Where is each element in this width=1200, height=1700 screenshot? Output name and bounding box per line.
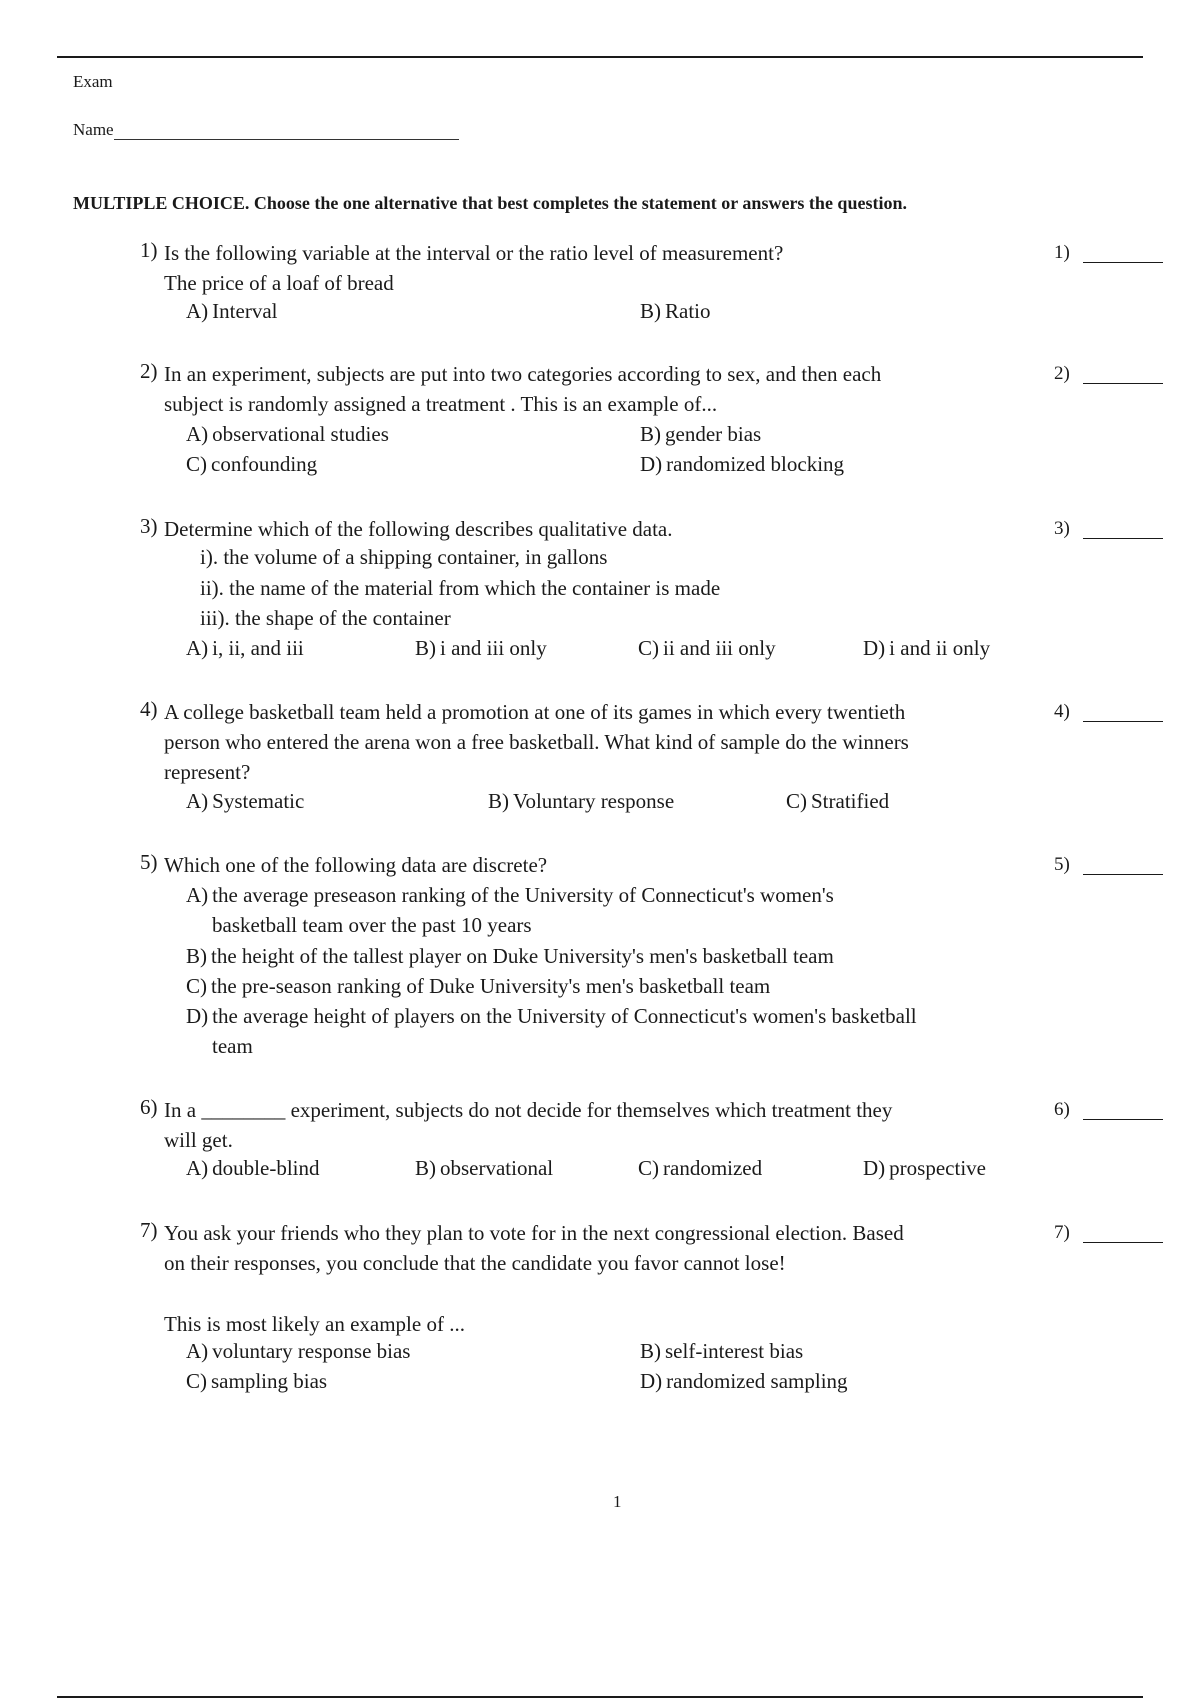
option-a[interactable] bbox=[186, 296, 277, 326]
question-number: 4) bbox=[140, 697, 158, 721]
top-rule bbox=[57, 56, 1143, 58]
option-label: A) bbox=[186, 1156, 209, 1180]
option-label: B) bbox=[415, 636, 436, 660]
option-d[interactable] bbox=[863, 1153, 986, 1183]
option-text: the average preseason ranking of the University of Connecticut's women's bbox=[212, 883, 834, 907]
option-text: randomized blocking bbox=[666, 452, 845, 476]
stem-line: Is the following variable at the interval or the ratio level of measurement? bbox=[164, 241, 784, 265]
answer-blank[interactable] bbox=[1083, 1242, 1163, 1243]
option-text: randomized bbox=[663, 1156, 763, 1180]
option-b[interactable] bbox=[488, 786, 674, 816]
stem-line: on their responses, you conclude that the candidate you favor cannot lose! bbox=[164, 1251, 786, 1275]
option-label: C) bbox=[786, 789, 807, 813]
question-stem bbox=[164, 1095, 1034, 1155]
option-a[interactable] bbox=[186, 786, 304, 816]
option-text: randomized sampling bbox=[666, 1369, 848, 1393]
option-label: D) bbox=[640, 1369, 663, 1393]
roman-item-ii: ii). the name of the material from which the container is made bbox=[200, 576, 721, 600]
answer-number: 6) bbox=[1054, 1099, 1070, 1120]
stem-line: In a ________ experiment, subjects do not decide for themselves which treatment they bbox=[164, 1098, 893, 1122]
answer-number: 1) bbox=[1054, 242, 1070, 263]
option-a[interactable] bbox=[186, 1336, 410, 1366]
option-b[interactable] bbox=[640, 419, 761, 449]
option-label: A) bbox=[186, 1339, 209, 1363]
option-a[interactable] bbox=[186, 633, 304, 663]
stem-line: Which one of the following data are discrete? bbox=[164, 853, 548, 877]
roman-item-i: i). the volume of a shipping container, in gallons bbox=[200, 545, 608, 569]
bottom-rule bbox=[57, 1696, 1143, 1698]
option-label: B) bbox=[640, 422, 661, 446]
option-b[interactable] bbox=[415, 633, 547, 663]
option-a[interactable] bbox=[186, 880, 834, 940]
option-c[interactable] bbox=[186, 1366, 327, 1396]
option-text: sampling bias bbox=[211, 1369, 328, 1393]
option-text: confounding bbox=[211, 452, 318, 476]
exam-label: Exam bbox=[73, 72, 113, 91]
question-stem bbox=[164, 359, 1034, 419]
stem-line: A college basketball team held a promotion at one of its games in which every twentieth bbox=[164, 700, 906, 724]
question-stem bbox=[164, 514, 1034, 544]
option-label: C) bbox=[186, 1369, 207, 1393]
stem-line: You ask your friends who they plan to vote for in the next congressional election. Based bbox=[164, 1221, 904, 1245]
option-label: C) bbox=[186, 452, 207, 476]
question-number: 6) bbox=[140, 1095, 158, 1119]
option-text: gender bias bbox=[665, 422, 762, 446]
option-label: A) bbox=[186, 422, 209, 446]
option-text: Systematic bbox=[212, 789, 305, 813]
option-a[interactable] bbox=[186, 1153, 320, 1183]
stem-line: This is most likely an example of ... bbox=[164, 1312, 465, 1336]
option-text: prospective bbox=[889, 1156, 986, 1180]
answer-blank[interactable] bbox=[1083, 874, 1163, 875]
option-d[interactable] bbox=[640, 1366, 848, 1396]
option-d[interactable] bbox=[640, 449, 844, 479]
answer-blank[interactable] bbox=[1083, 721, 1163, 722]
answer-number: 2) bbox=[1054, 363, 1070, 384]
option-text: the average height of players on the University of Connecticut's women's basketball bbox=[212, 1004, 917, 1028]
answer-number: 5) bbox=[1054, 854, 1070, 875]
option-b[interactable] bbox=[186, 941, 834, 971]
question-number: 3) bbox=[140, 514, 158, 538]
stem-line: person who entered the arena won a free basketball. What kind of sample do the winners bbox=[164, 730, 909, 754]
option-label: A) bbox=[186, 636, 209, 660]
option-text: ii and iii only bbox=[663, 636, 776, 660]
option-label: D) bbox=[863, 636, 886, 660]
roman-item-iii: iii). the shape of the container bbox=[200, 606, 451, 630]
option-label: D) bbox=[186, 1004, 209, 1028]
option-label: B) bbox=[186, 944, 207, 968]
option-text: Stratified bbox=[811, 789, 890, 813]
option-label: B) bbox=[640, 1339, 661, 1363]
option-text: voluntary response bias bbox=[212, 1339, 411, 1363]
answer-blank[interactable] bbox=[1083, 262, 1163, 263]
option-label: C) bbox=[638, 636, 659, 660]
question-number: 1) bbox=[140, 238, 158, 262]
option-d[interactable] bbox=[863, 633, 990, 663]
option-label: B) bbox=[640, 299, 661, 323]
option-text: self-interest bias bbox=[665, 1339, 804, 1363]
answer-number: 7) bbox=[1054, 1222, 1070, 1243]
question-number: 5) bbox=[140, 850, 158, 874]
option-text: observational bbox=[440, 1156, 554, 1180]
option-label: B) bbox=[415, 1156, 436, 1180]
option-text: observational studies bbox=[212, 422, 389, 446]
answer-number: 4) bbox=[1054, 701, 1070, 722]
option-c[interactable] bbox=[638, 633, 776, 663]
stem-line: In an experiment, subjects are put into two categories according to sex, and then each bbox=[164, 362, 882, 386]
option-text: i and ii only bbox=[889, 636, 991, 660]
option-label: A) bbox=[186, 299, 209, 323]
option-c[interactable] bbox=[186, 971, 770, 1001]
question-stem bbox=[164, 850, 1034, 880]
name-label: Name bbox=[73, 120, 114, 139]
option-text: the pre-season ranking of Duke University's men's basketball team bbox=[211, 974, 771, 998]
option-a[interactable] bbox=[186, 419, 389, 449]
option-text: i, ii, and iii bbox=[212, 636, 304, 660]
option-text: Voluntary response bbox=[513, 789, 675, 813]
stem-line: will get. bbox=[164, 1128, 233, 1152]
name-blank-line[interactable] bbox=[114, 121, 459, 140]
option-text-continuation: basketball team over the past 10 years bbox=[212, 913, 532, 937]
option-c[interactable] bbox=[186, 449, 317, 479]
option-text: Interval bbox=[212, 299, 278, 323]
option-label: D) bbox=[863, 1156, 886, 1180]
option-label: B) bbox=[488, 789, 509, 813]
option-c[interactable] bbox=[638, 1153, 762, 1183]
option-b[interactable] bbox=[640, 1336, 803, 1366]
answer-blank[interactable] bbox=[1083, 538, 1163, 539]
option-text: the height of the tallest player on Duke University's men's basketball team bbox=[211, 944, 834, 968]
option-d[interactable] bbox=[186, 1001, 917, 1061]
option-c[interactable] bbox=[786, 786, 889, 816]
option-b[interactable] bbox=[415, 1153, 553, 1183]
option-label: A) bbox=[186, 789, 209, 813]
stem-line: The price of a loaf of bread bbox=[164, 271, 394, 295]
answer-blank[interactable] bbox=[1083, 1119, 1163, 1120]
question-number: 7) bbox=[140, 1218, 158, 1242]
question-number: 2) bbox=[140, 359, 158, 383]
option-text-continuation: team bbox=[212, 1034, 253, 1058]
question-stem bbox=[164, 697, 1034, 787]
option-label: D) bbox=[640, 452, 663, 476]
stem-line: represent? bbox=[164, 760, 251, 784]
answer-number: 3) bbox=[1054, 518, 1070, 539]
instructions: MULTIPLE CHOICE. Choose the one alternative that best completes the statement or answers the question. bbox=[73, 193, 907, 213]
option-label: C) bbox=[186, 974, 207, 998]
option-text: i and iii only bbox=[440, 636, 547, 660]
stem-line: Determine which of the following describes qualitative data. bbox=[164, 517, 673, 541]
name-field[interactable] bbox=[73, 120, 459, 140]
option-b[interactable] bbox=[640, 296, 711, 326]
stem-line: subject is randomly assigned a treatment . This is an example of... bbox=[164, 392, 718, 416]
page-number: 1 bbox=[613, 1492, 622, 1511]
question-stem bbox=[164, 238, 1034, 298]
answer-blank[interactable] bbox=[1083, 383, 1163, 384]
question-stem bbox=[164, 1218, 1034, 1339]
option-label: A) bbox=[186, 883, 209, 907]
option-label: C) bbox=[638, 1156, 659, 1180]
option-text: Ratio bbox=[665, 299, 711, 323]
option-text: double-blind bbox=[212, 1156, 320, 1180]
